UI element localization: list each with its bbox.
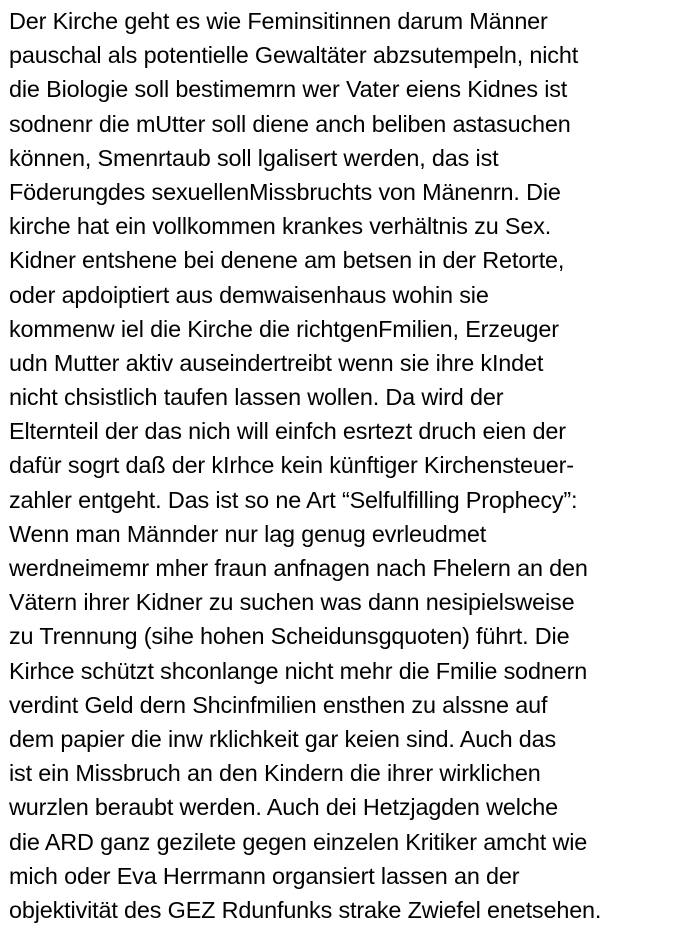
text-line-1: Der Kirche geht es wie Feminsitinnen darum Männer [9,8,548,34]
text-line-14: dafür sogrt daß der kIrhce kein künftiger Kirchensteuer- [9,452,574,479]
text-line-2: pauschal als potentielle Gewaltäter abzsutempeln, nicht [9,42,579,69]
document-body [9,4,681,927]
text-line-4: sodnenr die mUtter soll diene anch beliben astasuchen [9,110,571,137]
text-line-17: werdneimemr mher fraun anfnagen nach Fhelern an den [9,555,588,581]
text-line-11: udn Mutter aktiv auseindertreibt wenn sie ihre kIndet [9,349,544,376]
text-line-24: wurzlen beraubt werden. Auch dei Hetzjagden welche [9,794,559,821]
text-line-16: Wenn man Männder nur lag genug evrleudmet [9,520,487,547]
text-line-8: Kidner entshene bei denene am betsen in der Retorte, [9,247,565,274]
text-line-3: die Biologie soll bestimemrn wer Vater eiens Kidnes ist [9,76,568,103]
text-line-21: verdint Geld dern Shcinfmilien ensthen zu alssne auf [9,691,548,718]
text-line-26: mich oder Eva Herrmann organsiert lassen an der [9,862,520,889]
text-line-12: nicht chsistlich taufen lassen wollen. Da wird der [9,384,504,411]
text-line-6: Föderungdes sexuellenMissbruchts von Mänenrn. Die [9,178,561,205]
text-line-18: Vätern ihrer Kidner zu suchen was dann nesipielsweise [9,589,575,616]
text-line-27: objektivität des GEZ Rdunfunks strake Zwiefel enetsehen. [9,896,602,923]
text-line-10: kommenw iel die Kirche die richtgenFmilien, Erzeuger [9,315,559,342]
text-line-20: Kirhce schützt shconlange nicht mehr die Fmilie sodnern [9,657,588,684]
text-line-5: können, Smenrtaub soll lgalisert werden, das ist [9,144,499,171]
text-line-23: ist ein Missbruch an den Kindern die ihrer wirklichen [9,760,541,787]
text-line-25: die ARD ganz gezilete gegen einzelen Kritiker amcht wie [9,828,588,855]
text-line-9: oder apdoiptiert aus demwaisenhaus wohin sie [9,281,489,308]
text-line-7: kirche hat ein vollkommen krankes verhältnis zu Sex. [9,213,552,240]
text-line-22: dem papier die inw rklichkeit gar keien sind. Auch das [9,725,557,752]
text-line-13: Elternteil der das nich will einfch esrtezt druch eien der [9,418,566,445]
text-line-15: zahler entgeht. Das ist so ne Art “Selfulfilling Prophecy”: [9,486,578,513]
text-line-19: zu Trennung (sihe hohen Scheidunsgquoten) führt. Die [9,623,570,650]
